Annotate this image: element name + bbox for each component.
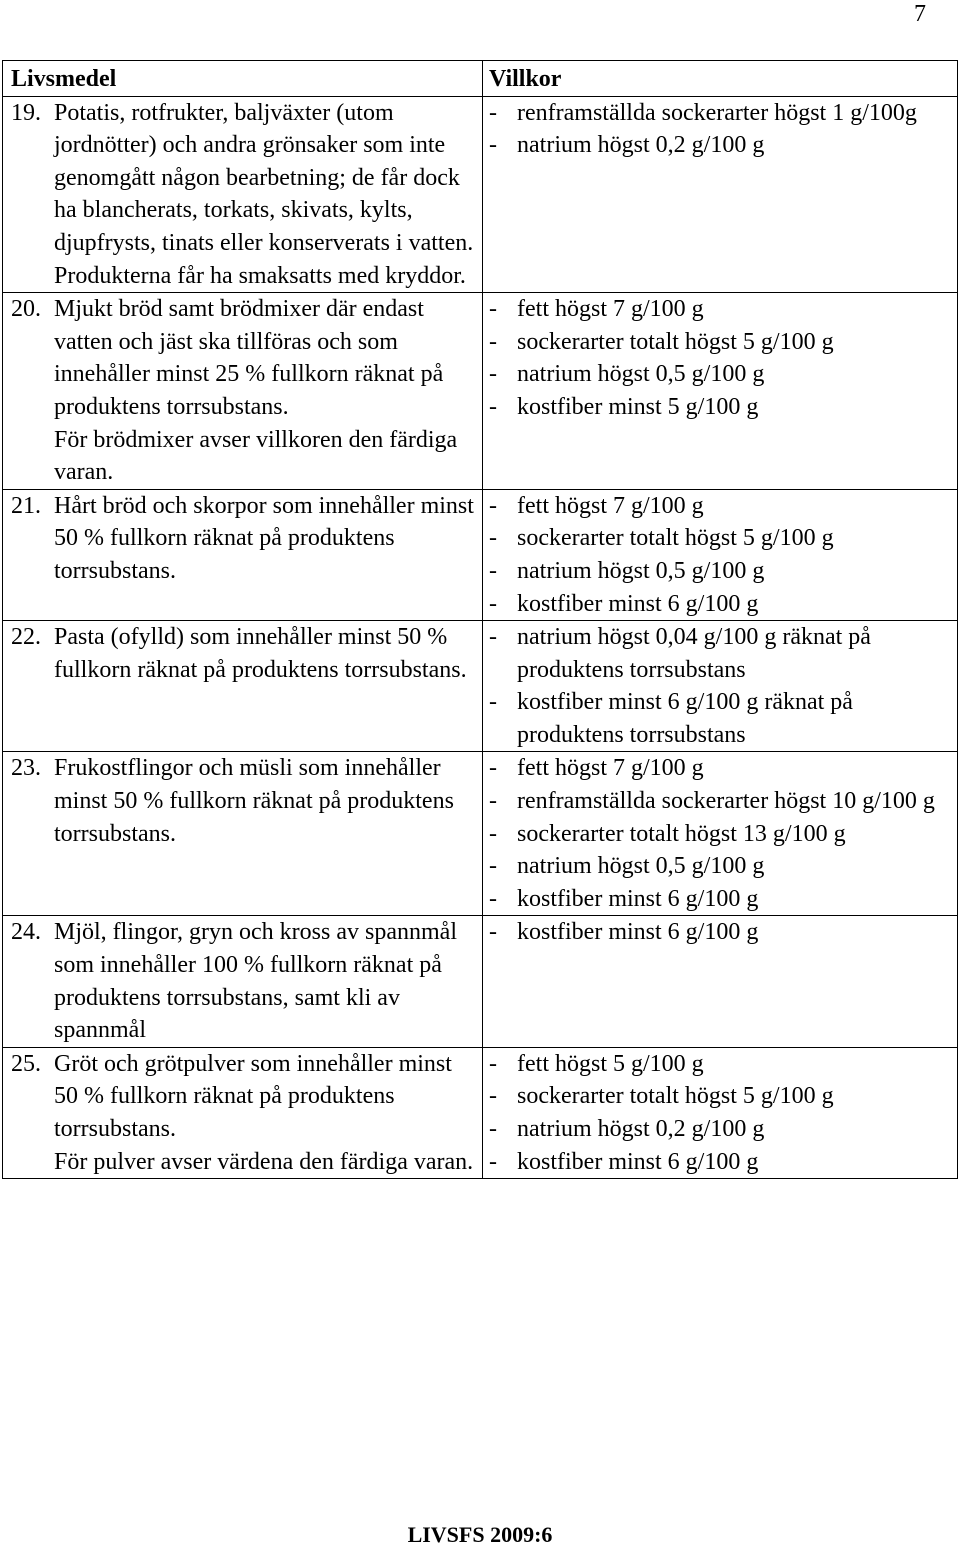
conditions-cell	[483, 96, 958, 293]
food-cell	[3, 293, 483, 490]
condition-item: - natrium högst 0,5 g/100 g	[483, 358, 953, 391]
food-cell	[3, 752, 483, 916]
condition-item: - kostfiber minst 6 g/100 g	[483, 916, 953, 949]
table-row	[3, 752, 958, 916]
food-cell	[3, 96, 483, 293]
condition-item: - natrium högst 0,04 g/100 g räknat på produktens torrsubstans	[483, 621, 953, 686]
item-number: 24.	[11, 919, 41, 946]
conditions-cell	[483, 916, 958, 1047]
conditions-cell	[483, 621, 958, 752]
column-header-villkor: Villkor	[483, 61, 958, 97]
conditions-list	[483, 621, 957, 751]
food-description: För brödmixer avser villkoren den färdiga varan.	[54, 426, 458, 486]
food-cell	[3, 1047, 483, 1178]
table-row	[3, 293, 958, 490]
condition-item: - fett högst 5 g/100 g	[483, 1048, 953, 1081]
conditions-list	[483, 490, 957, 620]
condition-item: - renframställda sockerarter högst 10 g/100 g	[483, 785, 953, 818]
food-description: Gröt och grötpulver som innehåller minst 50 % fullkorn räknat på produktens torrsubstans.	[54, 1050, 452, 1142]
item-number: 25.	[11, 1050, 41, 1077]
table-row	[3, 489, 958, 620]
condition-item: - natrium högst 0,5 g/100 g	[483, 555, 953, 588]
condition-item: - natrium högst 0,2 g/100 g	[483, 1113, 953, 1146]
food-description: Pasta (ofylld) som innehåller minst 50 % fullkorn räknat på produktens torrsubstans.	[54, 624, 467, 683]
food-description: Produkterna får ha smaksatts med kryddor.	[54, 262, 466, 289]
conditions-list	[483, 1048, 957, 1178]
item-number: 23.	[11, 755, 41, 782]
food-cell	[3, 621, 483, 752]
food-cell	[3, 916, 483, 1047]
condition-item: - kostfiber minst 6 g/100 g	[483, 1146, 953, 1179]
condition-item: - renframställda sockerarter högst 1 g/100g	[483, 97, 953, 130]
condition-item: - sockerarter totalt högst 5 g/100 g	[483, 522, 953, 555]
condition-item: - kostfiber minst 5 g/100 g	[483, 391, 953, 424]
conditions-cell	[483, 489, 958, 620]
food-description: Mjukt bröd samt brödmixer där endast vatten och jäst ska tillföras och som innehåller minst 25 % fullkorn räknat på produktens torrsubstans.	[54, 296, 444, 420]
food-description: Potatis, rotfrukter, baljväxter (utom jordnötter) och andra grönsaker som inte genomgått någon bearbetning; de får dock ha blancherats, torkats, skivats, kylts, djupfrysts, tinats eller konserverats i vatten.	[54, 99, 474, 256]
conditions-cell	[483, 1047, 958, 1178]
conditions-list	[483, 752, 957, 915]
table-row	[3, 916, 958, 1047]
condition-item: - fett högst 7 g/100 g	[483, 490, 953, 523]
food-description: För pulver avser värdena den färdiga varan.	[54, 1148, 474, 1175]
item-number: 22.	[11, 624, 41, 651]
conditions-list	[483, 97, 957, 162]
condition-item: - sockerarter totalt högst 5 g/100 g	[483, 326, 953, 359]
condition-item: - natrium högst 0,2 g/100 g	[483, 129, 953, 162]
table-row	[3, 621, 958, 752]
column-header-livsmedel: Livsmedel	[3, 61, 483, 97]
item-number: 20.	[11, 296, 41, 323]
condition-item: - natrium högst 0,5 g/100 g	[483, 850, 953, 883]
conditions-cell	[483, 752, 958, 916]
food-description: Hårt bröd och skorpor som innehåller minst 50 % fullkorn räknat på produktens torrsubstans.	[54, 492, 474, 584]
item-number: 21.	[11, 492, 41, 519]
food-cell	[3, 489, 483, 620]
condition-item: - sockerarter totalt högst 13 g/100 g	[483, 818, 953, 851]
condition-item: - kostfiber minst 6 g/100 g räknat på produktens torrsubstans	[483, 686, 953, 751]
table-row	[3, 1047, 958, 1178]
condition-item: - fett högst 7 g/100 g	[483, 293, 953, 326]
table-body	[3, 96, 958, 1179]
condition-item: - fett högst 7 g/100 g	[483, 752, 953, 785]
conditions-cell	[483, 293, 958, 490]
condition-item: - kostfiber minst 6 g/100 g	[483, 883, 953, 916]
item-number: 19.	[11, 99, 41, 126]
footer-reference: LIVSFS 2009:6	[407, 1522, 553, 1547]
criteria-table	[2, 60, 958, 1179]
conditions-list	[483, 293, 957, 423]
conditions-list	[483, 916, 957, 949]
page-number: 7	[914, 1, 926, 27]
table-header-row	[3, 61, 958, 97]
food-description: Mjöl, flingor, gryn och kross av spannmål som innehåller 100 % fullkorn räknat på produktens torrsubstans, samt kli av spannmål	[54, 919, 457, 1044]
table-row	[3, 96, 958, 293]
food-description: Frukostflingor och müsli som innehåller minst 50 % fullkorn räknat på produktens torrsubstans.	[54, 755, 454, 847]
condition-item: - sockerarter totalt högst 5 g/100 g	[483, 1080, 953, 1113]
condition-item: - kostfiber minst 6 g/100 g	[483, 588, 953, 621]
